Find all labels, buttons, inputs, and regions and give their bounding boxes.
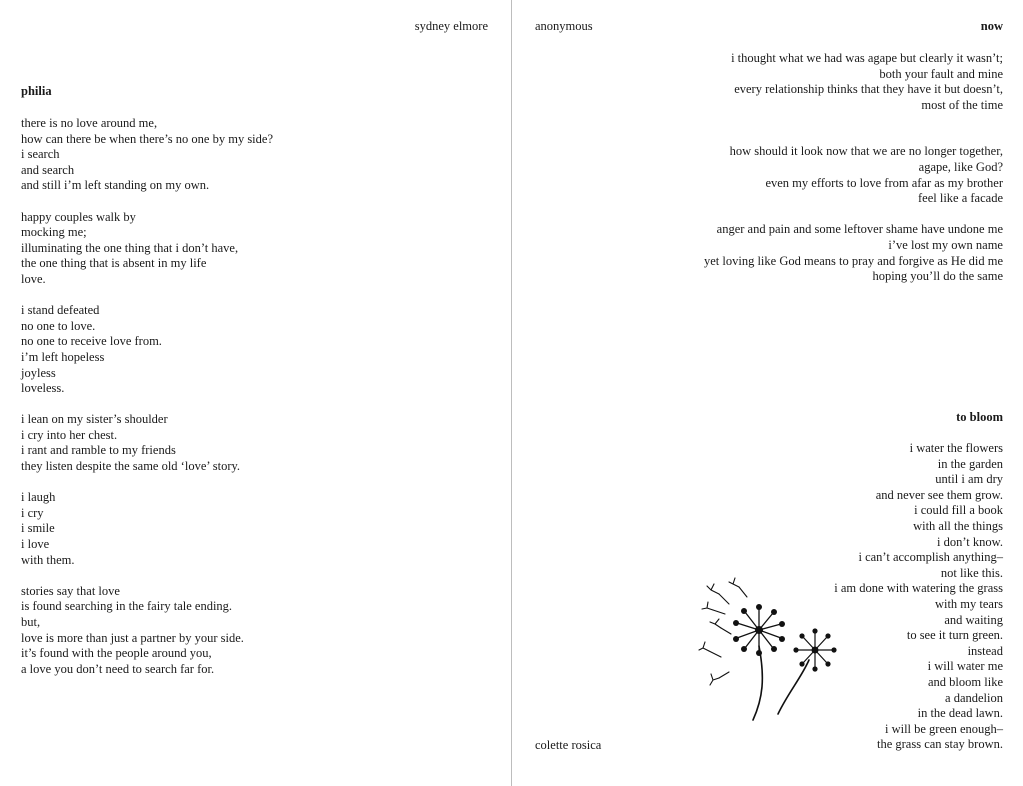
poem-line: but, [21,615,41,629]
author-sydney-elmore: sydney elmore [414,19,488,33]
right-page [513,0,1023,786]
stanza [704,51,1003,113]
poem-line: i cry into her chest. [21,427,118,442]
poem-line: i will water me [927,659,1003,674]
poem-line: no one to receive love from. [21,334,162,349]
poem-line: hoping you’ll do the same [872,269,1003,284]
stanza [21,210,273,288]
poem-line: i smile [21,521,55,536]
poem-line: not like this. [940,565,1003,580]
poem-line: and search [21,162,75,177]
poem-line: i love [21,537,50,552]
poem-title-philia: philia [21,84,52,98]
poem-line: i will be green enough– [884,721,1003,736]
poem-line: and waiting [944,612,1003,627]
poem-line: i water the flowers [909,441,1003,455]
poem-line: no one to love. [21,318,96,333]
poem-line: how should it look now that we are no longer together, [729,144,1003,159]
poem-line: even my efforts to love from afar as my brother [765,175,1003,190]
author-colette-rosica: colette rosica [535,738,602,752]
stanza [704,144,1003,206]
poem-line: loveless. [21,381,65,396]
poem-line: with my tears [934,596,1003,611]
poem-line: how can there be when there’s no one by my side? [21,131,274,146]
stanza [21,584,273,678]
poem-line: instead [967,643,1003,658]
poem-line: i don’t know. [937,534,1003,549]
poem-line: i rant and ramble to my friends [21,443,176,458]
poem-line: it’s found with the people around you, [21,646,212,661]
poem-now [704,51,1003,300]
poem-philia [21,116,273,693]
poem-line: they listen despite the same old ‘love’ story. [21,459,241,474]
poem-line: yet loving like God means to pray and forgive as He did me [703,253,1003,268]
poem-line: i’m left hopeless [21,349,105,364]
poem-line: stories say that love [21,583,120,598]
stanza [704,222,1003,284]
poem-line: i could fill a book [914,503,1003,518]
poem-line: and bloom like [928,674,1003,689]
poem-line: joyless [21,365,56,380]
author-anonymous: anonymous [535,19,593,33]
poem-line: a love you don’t need to search far for. [21,661,215,676]
poem-title-now: now [980,19,1003,33]
poem-line: the one thing that is absent in my life [21,256,207,271]
poem-line: there is no love around me, [21,116,158,130]
poem-line: most of the time [921,97,1003,112]
poem-line: in the garden [937,456,1003,471]
poem-line: every relationship thinks that they have it but doesn’t, [734,82,1003,97]
poem-line: is found searching in the fairy tale ending. [21,599,233,614]
poem-line: mocking me; [21,225,87,240]
poem-line: i thought what we had was agape but clearly it wasn’t; [731,51,1003,65]
stanza [21,303,273,397]
stanza [21,116,273,194]
poem-line: i can’t accomplish anything– [858,550,1003,565]
poem-line: feel like a facade [917,191,1003,206]
poem-line: i stand defeated [21,303,100,318]
poem-line: the grass can stay brown. [876,737,1003,752]
poem-line: to see it turn green. [906,628,1003,643]
poem-line: i search [21,147,60,162]
poem-line: agape, like God? [918,159,1003,174]
poem-line: both your fault and mine [879,66,1003,81]
poem-line: anger and pain and some leftover shame have undone me [716,222,1003,237]
stanza [21,412,273,474]
poem-line: and still i’m left standing on my own. [21,178,210,193]
poem-line: happy couples walk by [21,209,136,224]
poem-line: love. [21,271,46,286]
poem-line: love is more than just a partner by your side. [21,630,244,645]
poem-line: until i am dry [935,472,1003,487]
poem-line: i lean on my sister’s shoulder [21,412,168,427]
poem-line: i’ve lost my own name [888,237,1003,252]
poem-line: i am done with watering the grass [834,581,1003,596]
stanza [21,490,273,568]
poem-line: in the dead lawn. [917,706,1003,721]
poem-line: with all the things [913,518,1003,533]
poem-line: illuminating the one thing that i don’t have, [21,240,239,255]
dandelion-icon [693,568,863,728]
page-divider [511,0,512,786]
poem-line: with them. [21,552,75,567]
poem-line: a dandelion [945,690,1003,705]
poem-line: i cry [21,505,44,520]
poem-line: and never see them grow. [875,487,1003,502]
poem-title-to-bloom: to bloom [956,410,1003,424]
poem-line: i laugh [21,490,56,505]
